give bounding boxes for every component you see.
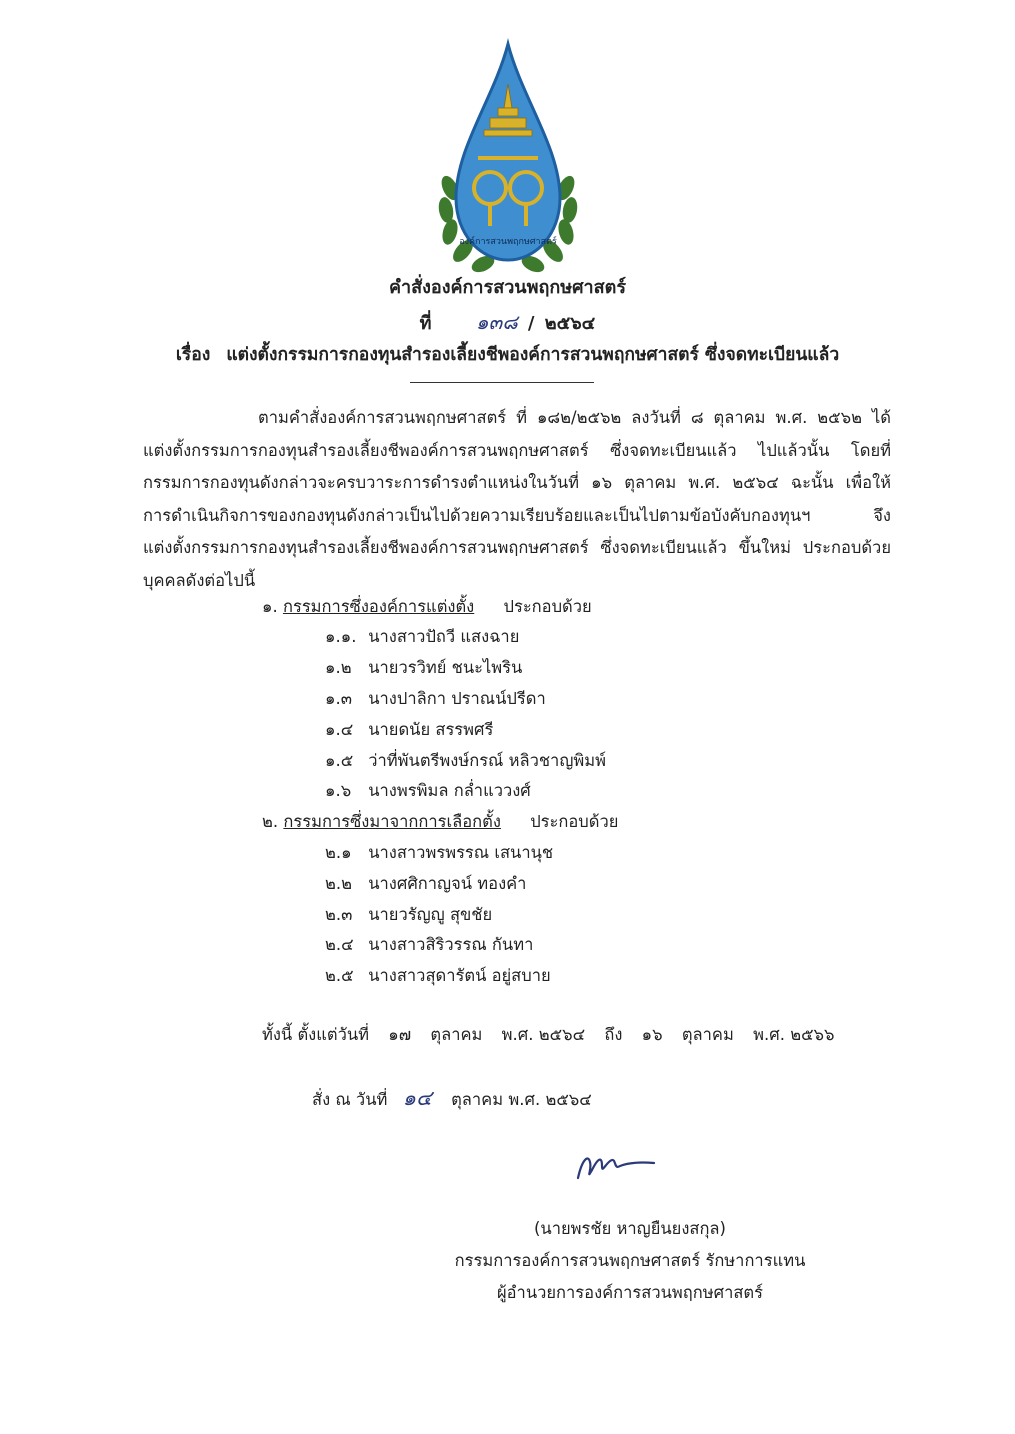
member-name: นางสาวปัถวี แสงฉาย xyxy=(368,627,520,646)
effective-end-day: ๑๖ xyxy=(641,1025,663,1044)
member-number: ๒.๑ xyxy=(325,843,352,862)
section-number: ๒. xyxy=(262,812,279,831)
given-year: พ.ศ. ๒๕๖๔ xyxy=(508,1090,592,1109)
member-name: นางพรพิมล กล่ำแววงศ์ xyxy=(368,781,531,800)
order-number-label: ที่ xyxy=(419,313,432,334)
signer-role: ผู้อำนวยการองค์การสวนพฤกษศาสตร์ xyxy=(496,1283,764,1302)
member-number: ๒.๒ xyxy=(325,874,352,893)
given-day: ๑๔ xyxy=(402,1086,432,1110)
signer-name: (นายพรชัย หาญยืนยงสกุล) xyxy=(534,1219,726,1238)
section-number: ๑. xyxy=(262,597,278,616)
member-item xyxy=(325,840,553,866)
member-name: นางสาวสุดารัตน์ อยู่สบาย xyxy=(368,966,551,985)
member-name: นางสาวสิริวรรณ กันทา xyxy=(368,935,534,954)
member-name: นายวรัญญู สุขชัย xyxy=(368,905,493,924)
effective-period xyxy=(262,1022,849,1048)
member-number: ๒.๕ xyxy=(325,966,354,985)
divider xyxy=(410,382,594,383)
member-number: ๑.๒ xyxy=(325,658,352,677)
paragraph-line: แต่งตั้งกรรมการกองทุนสำรองเลี้ยงชีพองค์การสวนพฤกษศาสตร์ ซึ่งจดทะเบียนแล้ว ขึ้นใหม่ ประกอบด้วย xyxy=(143,538,891,557)
water-drop-icon xyxy=(456,44,560,260)
member-number: ๑.๖ xyxy=(325,781,352,800)
member-number: ๑.๑. xyxy=(325,627,357,646)
effective-to: ถึง xyxy=(604,1025,623,1044)
member-name: นางปาลิกา ปราณน์ปรีดา xyxy=(368,689,546,708)
member-number: ๒.๔ xyxy=(325,935,354,954)
effective-start-year: พ.ศ. ๒๕๖๔ xyxy=(501,1025,586,1044)
member-item xyxy=(325,624,519,650)
member-item xyxy=(325,686,546,712)
member-item xyxy=(325,748,606,774)
member-number: ๑.๔ xyxy=(325,720,354,739)
effective-start-month: ตุลาคม xyxy=(430,1025,483,1044)
member-item xyxy=(325,963,551,989)
order-number: ๑๓๘ xyxy=(475,310,518,334)
botanical-garden-emblem-icon xyxy=(428,38,588,283)
member-name: นายวรวิทย์ ชนะไพริน xyxy=(368,658,523,677)
signature-icon xyxy=(570,1140,660,1190)
member-item xyxy=(325,778,531,804)
order-number-line xyxy=(0,306,1015,338)
signer-position: กรรมการองค์การสวนพฤกษศาสตร์ รักษาการแทน xyxy=(454,1251,806,1270)
subject-line xyxy=(0,340,1015,368)
member-item xyxy=(325,932,533,958)
order-title: คำสั่งองค์การสวนพฤกษศาสตร์ xyxy=(388,277,627,298)
member-name: นางศศิกาญจน์ ทองคำ xyxy=(368,874,527,893)
paragraph-line: ตามคำสั่งองค์การสวนพฤกษศาสตร์ ที่ ๑๘๒/๒๕๖๒ ลงวันที่ ๘ ตุลาคม พ.ศ. ๒๕๖๒ ได้ xyxy=(258,408,891,427)
order-number-separator: / xyxy=(527,313,535,334)
member-number: ๒.๓ xyxy=(325,905,353,924)
order-year: ๒๕๖๔ xyxy=(544,313,596,334)
section-title: กรรมการซึ่งมาจากการเลือกตั้ง xyxy=(283,812,501,831)
effective-end-month: ตุลาคม xyxy=(681,1025,734,1044)
member-name: นางสาวพรพรรณ เสนานุช xyxy=(368,843,554,862)
member-item xyxy=(325,871,526,897)
member-number: ๑.๓ xyxy=(325,689,352,708)
effective-end-year: พ.ศ. ๒๕๖๖ xyxy=(753,1025,835,1044)
section-heading xyxy=(262,809,618,835)
effective-prefix: ทั้งนี้ ตั้งแต่วันที่ xyxy=(262,1025,370,1044)
effective-start-day: ๑๗ xyxy=(388,1025,412,1044)
paragraph-line: แต่งตั้งกรรมการกองทุนสำรองเลี้ยงชีพองค์การสวนพฤกษศาสตร์ ซึ่งจดทะเบียนแล้ว ไปแล้วนั้น โดยที่ xyxy=(143,440,891,460)
given-month: ตุลาคม xyxy=(451,1090,504,1109)
subject-text: แต่งตั้งกรรมการกองทุนสำรองเลี้ยงชีพองค์การสวนพฤกษศาสตร์ ซึ่งจดทะเบียนแล้ว xyxy=(226,345,840,365)
section-tail: ประกอบด้วย xyxy=(503,597,592,616)
paragraph-line: กรรมการกองทุนดังกล่าวจะครบวาระการดำรงตำแหน่งในวันที่ ๑๖ ตุลาคม พ.ศ. ๒๕๖๔ ฉะนั้น เพื่อให้ xyxy=(143,473,891,492)
paragraph-line: การดำเนินกิจการของกองทุนดังกล่าวเป็นไปด้วยความเรียบร้อยและเป็นไปตามข้อบังคับกองทุนฯ จึง xyxy=(143,505,891,525)
given-date xyxy=(312,1082,592,1115)
section-tail: ประกอบด้วย xyxy=(530,812,619,831)
given-prefix: สั่ง ณ วันที่ xyxy=(312,1090,388,1109)
member-item xyxy=(325,717,493,743)
member-item xyxy=(325,902,492,928)
section-heading xyxy=(262,594,592,620)
body-paragraph xyxy=(143,402,891,597)
emblem-caption: องค์การสวนพฤกษศาสตร์ xyxy=(459,237,557,247)
section-title: กรรมการซึ่งองค์การแต่งตั้ง xyxy=(282,597,475,616)
member-name: ว่าที่พันตรีพงษ์กรณ์ หลิวชาญพิมพ์ xyxy=(368,751,607,770)
member-name: นายดนัย สรรพศรี xyxy=(368,720,494,739)
paragraph-line: บุคคลดังต่อไปนี้ xyxy=(143,570,256,590)
member-number: ๑.๕ xyxy=(325,751,354,770)
subject-label: เรื่อง xyxy=(175,345,211,365)
member-item xyxy=(325,655,522,681)
